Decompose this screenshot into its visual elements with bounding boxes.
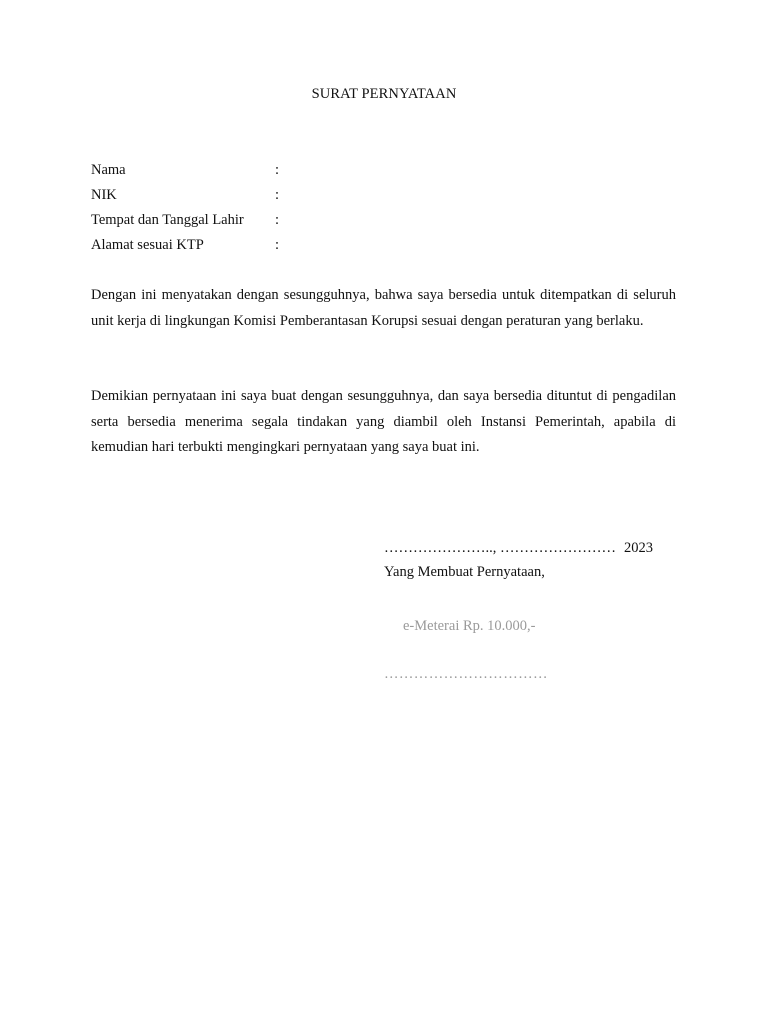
field-colon: : [275, 162, 280, 178]
document-title: SURAT PERNYATAAN [311, 86, 457, 102]
field-colon: : [275, 187, 280, 203]
field-label: Tempat dan Tanggal Lahir [91, 212, 244, 228]
place-date-placeholder: ………………….., …………………… [384, 540, 616, 556]
field-colon: : [275, 237, 280, 253]
statement-paragraph: Dengan ini menyatakan dengan sesungguhnya, bahwa saya bersedia untuk ditempatkan di seluruh unit kerja di lingkungan Komisi Pemberantasan Korupsi sesuai dengan peraturan yang berlaku. [91, 287, 676, 329]
field-label: Alamat sesuai KTP [91, 237, 204, 253]
field-row-nik [91, 186, 285, 211]
e-meterai-stamp-text: e-Meterai Rp. 10.000,- [403, 618, 536, 634]
field-row-nama [91, 161, 285, 186]
signature-date-line [384, 538, 684, 558]
field-row-birth [91, 211, 285, 236]
field-row-address [91, 236, 285, 261]
signature-maker-label: Yang Membuat Pernyataan, [384, 564, 545, 580]
signature-year: 2023 [624, 540, 653, 556]
field-label: NIK [91, 187, 117, 203]
signature-name-line: …………………………… [384, 666, 548, 682]
closing-paragraph: Demikian pernyataan ini saya buat dengan sesungguhnya, dan saya bersedia dituntut di pengadilan serta bersedia menerima segala tindakan yang diambil oleh Instansi Pemerintah, apabila di kemudian hari terbukti mengingkari pernyataan yang saya buat ini. [91, 388, 676, 455]
field-colon: : [275, 212, 280, 228]
identity-fields [91, 161, 285, 261]
signature-block [384, 538, 684, 684]
field-label: Nama [91, 162, 126, 178]
